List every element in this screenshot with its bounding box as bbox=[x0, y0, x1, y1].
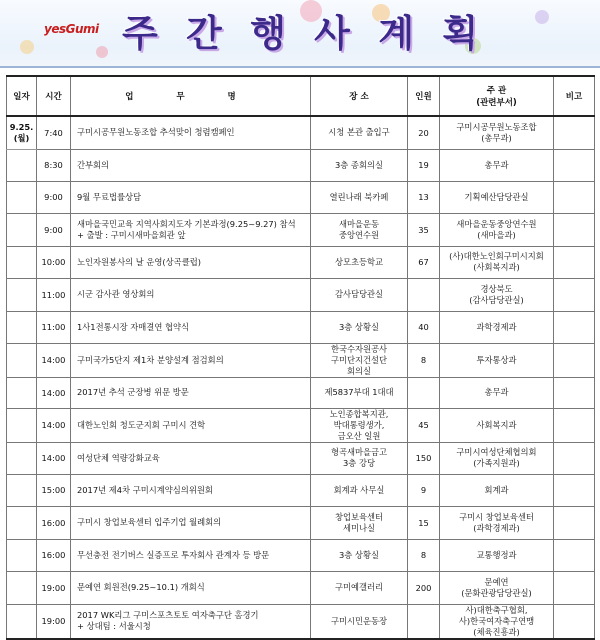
cell-line: 간부회의 bbox=[77, 159, 110, 170]
cell-line: 새마을운동 bbox=[338, 218, 380, 229]
date-cell bbox=[7, 571, 37, 604]
cell-line: (가족지원과) bbox=[473, 458, 520, 468]
column-header-date: 일자 bbox=[7, 76, 37, 116]
task-cell bbox=[71, 149, 311, 181]
task-cell bbox=[71, 116, 311, 149]
task-cell bbox=[71, 539, 311, 571]
cell-line: 구미시공무원노동조합 추석맞이 청렴캠페인 bbox=[77, 127, 235, 138]
weekly-schedule-table bbox=[6, 75, 595, 640]
date-cell bbox=[7, 377, 37, 408]
place-cell bbox=[311, 116, 408, 149]
place-cell bbox=[311, 539, 408, 571]
logo-text: yesGumi bbox=[44, 22, 99, 36]
cell-line: 3층 강당 bbox=[343, 458, 375, 468]
cell-line: 노인종합복지관, bbox=[329, 408, 389, 419]
host-department-cell bbox=[440, 343, 554, 377]
place-cell bbox=[311, 506, 408, 539]
table-row bbox=[7, 149, 595, 181]
cell-line: 무선충전 전기버스 실증프로 투자회사 관계자 등 방문 bbox=[77, 549, 270, 560]
cell-line: 총무과 bbox=[484, 159, 509, 170]
cell-line: 시청 본관 출입구 bbox=[328, 127, 390, 138]
place-cell bbox=[311, 377, 408, 408]
host-department-cell bbox=[440, 149, 554, 181]
note-cell bbox=[554, 213, 595, 246]
time-cell: 14:00 bbox=[37, 377, 71, 408]
date-cell bbox=[7, 343, 37, 377]
task-cell bbox=[71, 246, 311, 278]
host-department-cell bbox=[440, 442, 554, 474]
attendee-count-cell: 15 bbox=[408, 506, 440, 539]
attendee-count-cell: 8 bbox=[408, 343, 440, 377]
time-cell: 14:00 bbox=[37, 408, 71, 442]
attendee-count-cell: 9 bbox=[408, 474, 440, 506]
date-cell bbox=[7, 506, 37, 539]
place-cell bbox=[311, 149, 408, 181]
cell-line: 3층 상황실 bbox=[339, 321, 379, 332]
cell-line: 문예연 bbox=[484, 576, 509, 587]
date-cell bbox=[7, 311, 37, 343]
cell-line: 회계과 bbox=[484, 484, 509, 495]
cell-line: 감사담당관실 bbox=[334, 289, 384, 299]
cell-line: 열린나래 북카페 bbox=[329, 191, 389, 202]
attendee-count-cell bbox=[408, 604, 440, 639]
cell-line: 구미시민운동장 bbox=[330, 615, 388, 626]
attendee-count-cell: 67 bbox=[408, 246, 440, 278]
time-cell: 7:40 bbox=[37, 116, 71, 149]
place-cell bbox=[311, 181, 408, 213]
date-cell bbox=[7, 408, 37, 442]
note-cell bbox=[554, 181, 595, 213]
table-row bbox=[7, 278, 595, 311]
place-cell bbox=[311, 474, 408, 506]
cell-line: 구미단지건설단 bbox=[330, 354, 388, 365]
task-cell bbox=[71, 474, 311, 506]
cell-line: 2017년 추석 군장병 위문 방문 bbox=[77, 387, 189, 397]
note-cell bbox=[554, 571, 595, 604]
time-cell: 11:00 bbox=[37, 311, 71, 343]
place-cell bbox=[311, 213, 408, 246]
cell-line: 교통행정과 bbox=[476, 549, 517, 560]
cell-line: (월) bbox=[13, 132, 30, 143]
column-header-host bbox=[440, 76, 554, 116]
cell-line: 9.25. bbox=[9, 121, 34, 132]
cell-line: 중앙연수원 bbox=[338, 229, 380, 240]
place-cell bbox=[311, 604, 408, 639]
date-cell bbox=[7, 246, 37, 278]
place-cell bbox=[311, 311, 408, 343]
cell-line: 총무과 bbox=[484, 387, 509, 397]
table-row bbox=[7, 442, 595, 474]
note-cell bbox=[554, 474, 595, 506]
table-row bbox=[7, 474, 595, 506]
table-row bbox=[7, 408, 595, 442]
cell-line: 사)대한축구협회, bbox=[465, 604, 528, 615]
cell-line: 구미시 창업보육센터 입주기업 월례회의 bbox=[77, 517, 222, 527]
host-department-cell bbox=[440, 278, 554, 311]
place-cell bbox=[311, 571, 408, 604]
cell-line: 한국수자원공사 bbox=[330, 343, 388, 354]
cell-line: 구미예갤러리 bbox=[334, 582, 384, 592]
cell-line: 구미시공무원노동조합 bbox=[456, 121, 537, 132]
host-department-cell bbox=[440, 116, 554, 149]
cell-line: 구미국가5단지 제1차 분양설계 점검회의 bbox=[77, 354, 224, 365]
host-department-cell bbox=[440, 311, 554, 343]
table-row bbox=[7, 377, 595, 408]
column-header-count: 인원 bbox=[408, 76, 440, 116]
attendee-count-cell bbox=[408, 377, 440, 408]
time-cell: 9:00 bbox=[37, 213, 71, 246]
attendee-count-cell: 150 bbox=[408, 442, 440, 474]
table-row bbox=[7, 116, 595, 149]
cell-line: 1사1전통시장 자매결연 협약식 bbox=[77, 321, 190, 332]
task-cell bbox=[71, 604, 311, 639]
task-cell bbox=[71, 278, 311, 311]
column-header-note: 비고 bbox=[554, 76, 595, 116]
note-cell bbox=[554, 506, 595, 539]
table-row bbox=[7, 246, 595, 278]
title-char: 획 bbox=[442, 12, 478, 55]
host-department-cell bbox=[440, 474, 554, 506]
time-cell: 11:00 bbox=[37, 278, 71, 311]
host-department-cell bbox=[440, 604, 554, 639]
cell-line: 회의실 bbox=[346, 365, 372, 376]
column-header-task: 업 무 명 bbox=[71, 76, 311, 116]
cell-line: 여성단체 역량강화교육 bbox=[77, 452, 160, 463]
time-cell: 10:00 bbox=[37, 246, 71, 278]
note-cell bbox=[554, 539, 595, 571]
table-row bbox=[7, 604, 595, 639]
task-cell bbox=[71, 311, 311, 343]
place-cell bbox=[311, 442, 408, 474]
time-cell: 8:30 bbox=[37, 149, 71, 181]
gumi-logo bbox=[44, 22, 99, 36]
task-cell bbox=[71, 181, 311, 213]
title-char: 사 bbox=[314, 12, 350, 55]
cell-line: + 상대팀 : 서울시청 bbox=[77, 621, 151, 631]
cell-line: 구미시여성단체협의회 bbox=[456, 447, 537, 457]
table-header-row bbox=[7, 76, 595, 116]
cell-line: 금오산 일원 bbox=[337, 430, 381, 441]
date-cell bbox=[7, 278, 37, 311]
task-cell bbox=[71, 377, 311, 408]
time-cell: 14:00 bbox=[37, 343, 71, 377]
note-cell bbox=[554, 377, 595, 408]
task-cell bbox=[71, 442, 311, 474]
date-cell bbox=[7, 116, 37, 149]
host-department-cell bbox=[440, 571, 554, 604]
cell-line: (문화관광담당관실) bbox=[461, 587, 532, 598]
header-divider bbox=[0, 66, 600, 68]
table-row bbox=[7, 213, 595, 246]
attendee-count-cell bbox=[408, 278, 440, 311]
note-cell bbox=[554, 311, 595, 343]
cell-line: (체육진흥과) bbox=[473, 626, 520, 637]
host-department-cell bbox=[440, 539, 554, 571]
title-char: 간 bbox=[186, 12, 222, 55]
host-department-cell bbox=[440, 213, 554, 246]
column-header-place: 장 소 bbox=[311, 76, 408, 116]
cell-line: 구미시 창업보육센터 bbox=[459, 511, 534, 522]
place-cell bbox=[311, 408, 408, 442]
cell-line: 과학경제과 bbox=[476, 321, 517, 332]
attendee-count-cell: 45 bbox=[408, 408, 440, 442]
date-cell bbox=[7, 539, 37, 571]
cell-line: 박대통령생가, bbox=[333, 419, 385, 430]
column-header-time: 시간 bbox=[37, 76, 71, 116]
page-title bbox=[122, 2, 478, 58]
cell-line: 9월 무료법률상담 bbox=[77, 191, 142, 202]
table-row bbox=[7, 181, 595, 213]
note-cell bbox=[554, 278, 595, 311]
date-cell bbox=[7, 604, 37, 639]
table-row bbox=[7, 571, 595, 604]
note-cell bbox=[554, 343, 595, 377]
cell-line: 회계과 사무실 bbox=[333, 484, 385, 495]
cell-line: (감사담당관실) bbox=[469, 294, 524, 305]
cell-line: 새마을운동중앙연수원 bbox=[456, 218, 537, 229]
cell-line: 형곡새마을금고 bbox=[330, 447, 388, 457]
cell-line: 시군 감사관 영상회의 bbox=[77, 289, 155, 299]
cell-line: (사회복지과) bbox=[473, 262, 520, 272]
time-cell: 14:00 bbox=[37, 442, 71, 474]
host-department-cell bbox=[440, 246, 554, 278]
attendee-count-cell: 13 bbox=[408, 181, 440, 213]
cell-line: 3층 종회의실 bbox=[335, 159, 383, 170]
cell-line: 새마을국민교육 지역사회지도자 기본과정(9.25~9.27) 참석 bbox=[77, 218, 296, 229]
cell-line: 투자통상과 bbox=[476, 354, 517, 365]
attendee-count-cell: 35 bbox=[408, 213, 440, 246]
note-cell bbox=[554, 604, 595, 639]
cell-line: + 출발 : 구미시새마을회관 앞 bbox=[77, 229, 186, 240]
table-row bbox=[7, 539, 595, 571]
cell-line: 2017년 제4차 구미시계약심의위원회 bbox=[77, 484, 213, 495]
time-cell: 19:00 bbox=[37, 604, 71, 639]
time-cell: 16:00 bbox=[37, 506, 71, 539]
attendee-count-cell: 8 bbox=[408, 539, 440, 571]
note-cell bbox=[554, 116, 595, 149]
cell-line: 문예연 회원전(9.25~10.1) 개회식 bbox=[77, 582, 205, 592]
date-cell bbox=[7, 442, 37, 474]
cell-line: 3층 상황실 bbox=[339, 549, 379, 560]
cell-line: 세미나실 bbox=[342, 522, 376, 533]
attendee-count-cell: 20 bbox=[408, 116, 440, 149]
place-cell bbox=[311, 278, 408, 311]
table-row bbox=[7, 311, 595, 343]
note-cell bbox=[554, 408, 595, 442]
date-cell bbox=[7, 213, 37, 246]
title-char: 행 bbox=[250, 12, 286, 55]
title-char: 주 bbox=[122, 12, 158, 55]
cell-line: (새마을과) bbox=[477, 229, 516, 240]
attendee-count-cell: 200 bbox=[408, 571, 440, 604]
cell-line: (과학경제과) bbox=[473, 522, 520, 533]
time-cell: 9:00 bbox=[37, 181, 71, 213]
column-header-host-title: 주 관 bbox=[486, 86, 507, 96]
place-cell bbox=[311, 343, 408, 377]
table-row bbox=[7, 506, 595, 539]
host-department-cell bbox=[440, 377, 554, 408]
note-cell bbox=[554, 246, 595, 278]
cell-line: (사)대한노인회구미시지회 bbox=[449, 251, 544, 261]
attendee-count-cell: 40 bbox=[408, 311, 440, 343]
table-row bbox=[7, 343, 595, 377]
cell-line: 노인자원봉사의 날 운영(상곡클럽) bbox=[77, 256, 201, 267]
cell-line: 상모초등학교 bbox=[334, 256, 384, 267]
cell-line: (총무과) bbox=[481, 132, 512, 143]
host-department-cell bbox=[440, 181, 554, 213]
column-header-host-sub: (관련부서) bbox=[476, 98, 517, 108]
cell-line: 제5837부대 1대대 bbox=[324, 387, 394, 397]
task-cell bbox=[71, 506, 311, 539]
task-cell bbox=[71, 343, 311, 377]
date-cell bbox=[7, 181, 37, 213]
time-cell: 16:00 bbox=[37, 539, 71, 571]
cell-line: 기획예산담당관실 bbox=[464, 191, 529, 202]
note-cell bbox=[554, 149, 595, 181]
host-department-cell bbox=[440, 506, 554, 539]
task-cell bbox=[71, 571, 311, 604]
note-cell bbox=[554, 442, 595, 474]
attendee-count-cell: 19 bbox=[408, 149, 440, 181]
time-cell: 15:00 bbox=[37, 474, 71, 506]
title-char: 계 bbox=[378, 12, 414, 55]
cell-line: 대한노인회 청도군지회 구미시 견학 bbox=[77, 419, 206, 430]
cell-line: 2017 WK리그 구미스포츠토토 여자축구단 홈경기 bbox=[77, 610, 259, 620]
header-banner bbox=[0, 0, 600, 68]
date-cell bbox=[7, 474, 37, 506]
time-cell: 19:00 bbox=[37, 571, 71, 604]
cell-line: 창업보육센터 bbox=[334, 511, 384, 522]
cell-line: 사)한국여자축구연맹 bbox=[458, 615, 535, 626]
cell-line: 경상북도 bbox=[480, 283, 513, 294]
host-department-cell bbox=[440, 408, 554, 442]
date-cell bbox=[7, 149, 37, 181]
place-cell bbox=[311, 246, 408, 278]
cell-line: 사회복지과 bbox=[476, 419, 517, 430]
task-cell bbox=[71, 408, 311, 442]
task-cell bbox=[71, 213, 311, 246]
